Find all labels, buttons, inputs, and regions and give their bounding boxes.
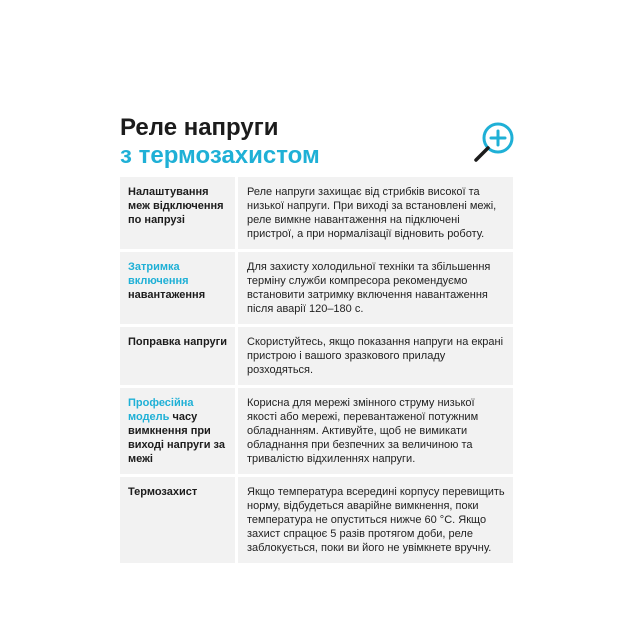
row-label-text: Термозахист bbox=[128, 486, 198, 498]
row-label-accent: Затримка включення bbox=[128, 261, 189, 287]
row-label-text: Налаштування меж відключення по напрузі bbox=[128, 186, 224, 226]
row-label bbox=[120, 388, 235, 474]
table-row bbox=[120, 388, 513, 474]
table-row bbox=[120, 177, 513, 249]
row-label-text: навантаження bbox=[128, 289, 206, 301]
row-label bbox=[120, 177, 235, 249]
title-line-1: Реле напруги bbox=[120, 114, 279, 141]
row-label-text: Поправка напруги bbox=[128, 336, 227, 348]
table-row bbox=[120, 252, 513, 324]
features-table bbox=[120, 177, 513, 566]
page-title bbox=[120, 114, 320, 170]
row-label bbox=[120, 327, 235, 385]
zoom-in-icon bbox=[471, 120, 516, 165]
row-description: Корисна для мережі змінного струму низької якості або мережі, перевантаженої потужним обладнанням. Активуйте, щоб не вимикати обладнання при безпечних за величиною та тривалістю відхиленнях напруги. bbox=[238, 388, 513, 474]
row-label bbox=[120, 252, 235, 324]
row-description: Реле напруги захищає від стрибків високої та низької напруги. При виході за встановлені межі, реле вимкне навантаження на підключені пристрої, а при нормалізації відновить роботу. bbox=[238, 177, 513, 249]
row-description: Скористуйтесь, якщо показання напруги на екрані пристрою і вашого зразкового приладу розходяться. bbox=[238, 327, 513, 385]
row-label-text: часу вимкнення при виході напруги за межі bbox=[128, 411, 225, 465]
row-label bbox=[120, 477, 235, 563]
row-label-accent: Професійна модель bbox=[128, 397, 194, 423]
title-line-2: з термозахистом bbox=[120, 142, 320, 169]
row-description: Для захисту холодильної техніки та збільшення терміну служби компресора рекомендуємо встановити затримку включення навантаження після аварії 120–180 с. bbox=[238, 252, 513, 324]
table-row bbox=[120, 327, 513, 385]
table-row bbox=[120, 477, 513, 563]
row-description: Якщо температура всередині корпусу перевищить норму, відбудеться аварійне вимкнення, поки температура не опуститься нижче 60 °С. Якщо захист спрацює 5 разів протягом доби, реле заблокується, поки ви його не увімкнете вручну. bbox=[238, 477, 513, 563]
